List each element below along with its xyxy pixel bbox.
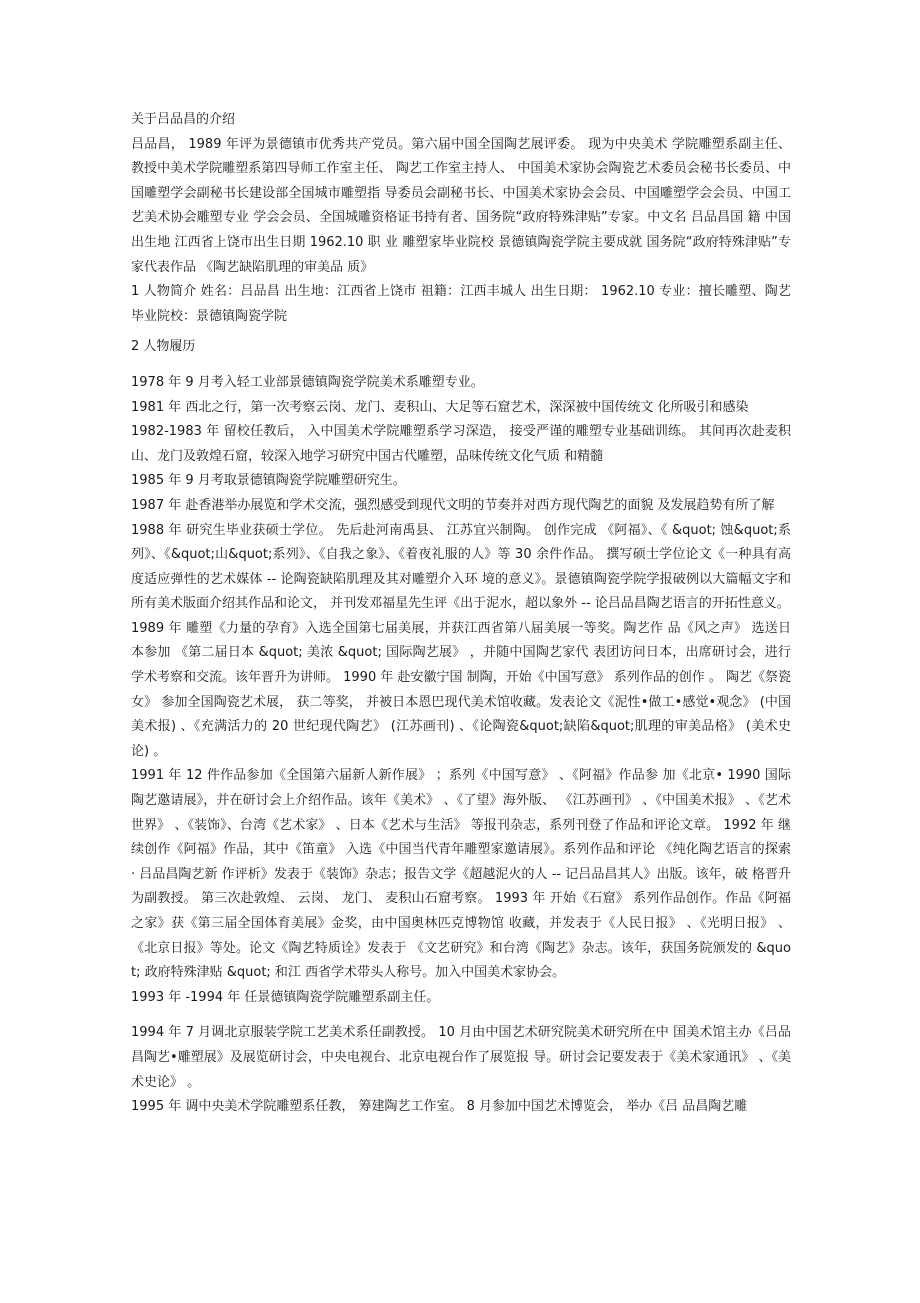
career-entry-1982: 1982-1983 年 留校任教后， 入中国美术学院雕塑系学习深造， 接受严谨的雕塑专业基础训练。 其间再次赴麦积山、龙门及敦煌石窟，较深入地学习研究中国古代雕塑，品味传统文化气质 和精髓 (131, 424, 791, 464)
career-entry-1989: 1989 年 雕塑《力量的孕育》入选全国第七届美展，并获江西省第八届美展一等奖。陶艺作 品《风之声》 选送日本参加 《第二届日本 &quot; 美浓 &quot; 国际陶艺展》 ，并随中国陶艺家代 表团访问日本，出席研讨会，进行学术考察和交流。该年晋升为讲师。 1990 年 赴安徽宁国 制陶，开始《中国写意》 系列作品的创作 。 陶艺《祭瓷女》 参加全国陶瓷艺术展， 获二等奖， 并被日本恩巴现代美术馆收藏。发表论文《泥性•做工•感觉•观念》 (中国美术报) 、《充满活力的 20 世纪现代陶艺》 (江苏画刊) 、《论陶瓷&quot;缺陷&quot;肌理的审美品格》 (美术史 论) 。 (131, 620, 792, 759)
intro-paragraph: 吕品昌， 1989 年评为景德镇市优秀共产党员。第六届中国全国陶艺展评委。 现为中央美术 学院雕塑系副主任、 教授中美术学院雕塑系第四导师工作室主任、 陶艺工作室主持人、 中国美术家协会陶瓷艺术委员会秘书长委员、中国雕塑学会副秘书长建设部全国城市雕塑指 导委员会副秘书长、中国美术家协会会员、中国雕塑学会会员、中国工艺美术协会雕塑专业 学会会员、全国城雕资格证书持有者、国务院“政府特殊津贴”专家。中文名 吕品昌国 籍 中国出生地 江西省上饶市出生日期 1962.10 职 业 雕塑家毕业院校 景德镇陶瓷学院主要成就 国务院“政府特殊津贴”专家代表作品 《陶艺缺陷肌理的审美品 质》 (131, 136, 791, 275)
career-entry-1995: 1995 年 调中央美术学院雕塑系任教， 筹建陶艺工作室。 8 月参加中国艺术博览会， 举办《吕 品昌陶艺雕 (131, 1099, 748, 1115)
profile-paragraph: 1 人物简介 姓名：吕品昌 出生地：江西省上饶市 祖籍：江西丰城人 出生日期： 1962.10 专业：擅长雕塑、陶艺 毕业院校：景德镇陶瓷学院 (131, 284, 791, 324)
career-entry-1985: 1985 年 9 月考取景德镇陶瓷学院雕塑研究生。 (131, 473, 406, 489)
career-entry-1978: 1978 年 9 月考入轻工业部景德镇陶瓷学院美术系雕塑专业。 (131, 374, 484, 390)
career-entry-1993: 1993 年 -1994 年 任景德镇陶瓷学院雕塑系副主任。 (131, 989, 440, 1005)
career-entry-1981: 1981 年 西北之行，第一次考察云岗、龙门、麦积山、大足等石窟艺术，深深被中国传统文 化所吸引和感染 (131, 399, 749, 415)
document-body (131, 108, 791, 1120)
section-heading-career: 2 人物履历 (131, 339, 196, 355)
career-entry-1994: 1994 年 7 月调北京服装学院工艺美术系任副教授。 10 月由中国艺术研究院美术研究所在中 国美术馆主办《吕品昌陶艺•雕塑展》及展览研讨会，中央电视台、北京电视台作了展览报 导。研讨会记要发表于《美术家通讯》 、《美术史论》 。 (131, 1025, 791, 1090)
career-entry-1987: 1987 年 赴香港举办展览和学术交流，强烈感受到现代文明的节奏并对西方现代陶艺的面貌 及发展趋势有所了解 (131, 497, 775, 513)
document-title: 关于吕品昌的介绍 (131, 112, 236, 127)
career-entry-1988: 1988 年 研究生毕业获硕士学位。 先后赴河南禹县、 江苏宜兴制陶。 创作完成 《阿福》、《 &quot; 蚀&quot;系列》、《&quot;山&quot;系列》、《自我之象》、《着夜礼服的人》等 30 余件作品。 撰写硕士学位论文《一种具有高度适应弹性的艺术媒体 -- 论陶瓷缺陷肌理及其对雕塑介入环 境的意义》。景德镇陶瓷学院学报破例以大篇幅文字和所有美术版面介绍其作品和论文， 并刊发邓福星先生评《出于泥水，超以象外 -- 论吕品昌陶艺语言的开拓性意义。 (131, 522, 791, 612)
career-entry-1991: 1991 年 12 件作品参加《全国第六届新人新作展》 ；系列《中国写意》 、《阿福》作品参 加《北京• 1990 国际陶艺邀请展》，并在研讨会上介绍作品。该年《美术》 、《了望》海外版、 《江苏画刊》 、《中国美术报》 、《艺术世界》 、《装饰》、台湾《艺术家》 、日本《艺术与生活》 等报刊杂志，系列刊登了作品和评论文章。 1992 年 继续创作《阿福》作品，其中《笛童》 入选《中国当代青年雕塑家邀请展》。系列作品和评论 《纯化陶艺语言的探索 · 吕品昌陶艺新 作评析》发表于《装饰》杂志；报告文学《超越泥火的人 -- 记吕品昌其人》出版。该年，破 格晋升为副教授。 第三次赴敦煌、 云岗、 龙门、 麦积山石窟考察。 1993 年 开始《石窟》 系列作品创作。作品《阿福之家》获《第三届全国体育美展》金奖，由中国奥林匹克博物馆 收藏，并发表于《人民日报》 、《光明日报》 、《北京日报》等处。论文《陶艺特质诠》发表于 《文艺研究》和台湾《陶艺》杂志。该年，获国务院颁发的 &quot; 政府特殊津贴 &quot; 和江 西省学术带头人称号。加入中国美术家协会。 (131, 768, 791, 981)
